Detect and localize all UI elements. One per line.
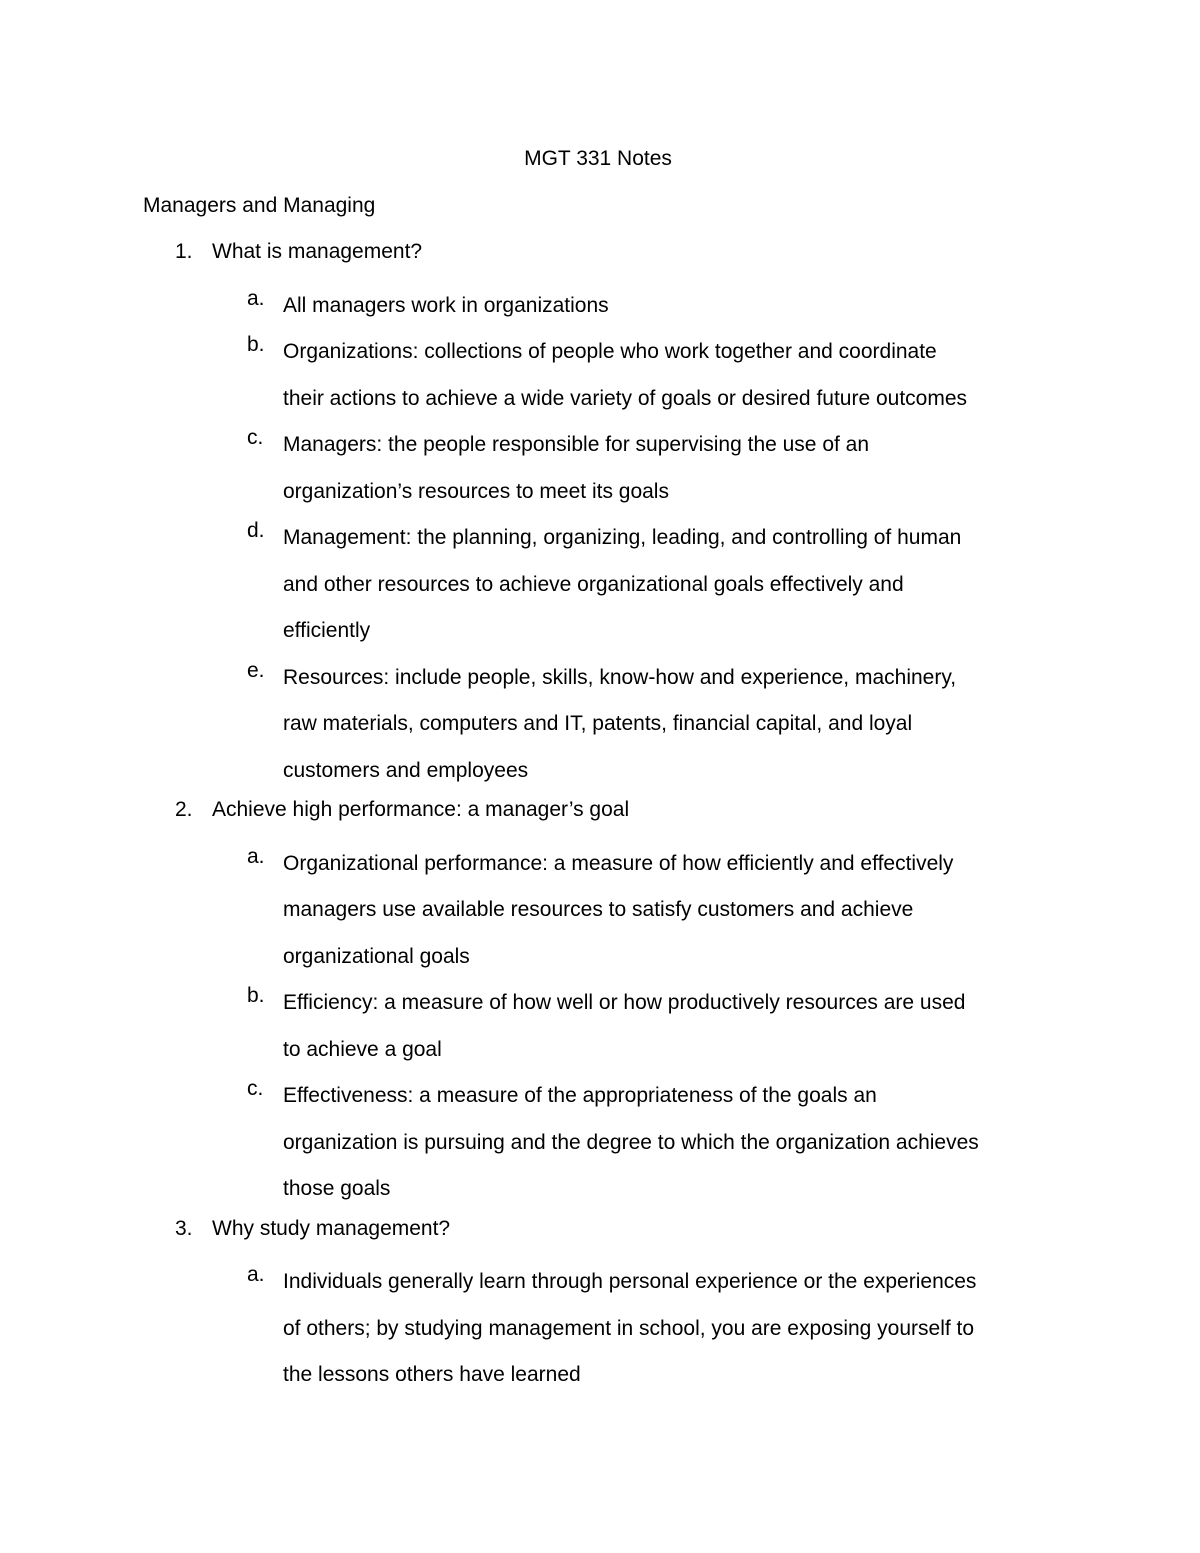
sub-list [0, 283, 1200, 795]
text-line: Effectiveness: a measure of the appropriateness of the goals an [283, 1084, 877, 1107]
list-item-text: Why study management? [212, 1216, 451, 1240]
sub-list-item-text [283, 515, 1073, 655]
text-line: efficiently [283, 619, 371, 642]
text-line: Organizations: collections of people who work together and coordinate [283, 340, 937, 363]
sub-list-item [0, 980, 1200, 1073]
sub-list-item-letter: c. [247, 1077, 264, 1100]
text-line: of others; by studying management in school, you are exposing yourself to [283, 1316, 975, 1340]
text-line: Resources: include people, skills, know-how and experience, machinery, [283, 665, 957, 689]
text-line: those goals [283, 1177, 391, 1200]
sub-list-item-letter: d. [247, 519, 265, 542]
sub-list-item-text [283, 1073, 1073, 1213]
sub-list-item [0, 422, 1200, 515]
list-item-number: 1. [175, 240, 193, 263]
sub-list-item-text [283, 329, 1073, 422]
text-line: All managers work in organizations [283, 293, 609, 317]
sub-list-item-text [283, 841, 1073, 981]
sub-list-item [0, 329, 1200, 422]
list-item [0, 794, 1200, 1213]
sub-list [0, 841, 1200, 1213]
list-item [0, 1213, 1200, 1399]
list-item-number: 2. [175, 798, 193, 821]
text-line: their actions to achieve a wide variety of goals or desired future outcomes [283, 386, 968, 410]
sub-list-item [0, 283, 1200, 330]
text-line: Organizational performance: a measure of how efficiently and effectively [283, 851, 954, 875]
sub-list-item [0, 515, 1200, 655]
section-heading: Managers and Managing [143, 194, 376, 217]
sub-list-item-text [283, 283, 1073, 330]
sub-list-item-letter: e. [247, 658, 265, 682]
text-line: Efficiency: a measure of how well or how productively resources are used [283, 991, 966, 1014]
text-line: to achieve a goal [283, 1037, 442, 1061]
sub-list-item-text [283, 980, 1073, 1073]
sub-list-item [0, 1073, 1200, 1213]
list-item-text: What is management? [212, 240, 423, 263]
text-line: the lessons others have learned [283, 1363, 581, 1386]
text-line: managers use available resources to satisfy customers and achieve [283, 898, 914, 921]
sub-list-item-letter: b. [247, 984, 265, 1007]
text-line: organizational goals [283, 944, 470, 968]
sub-list-item-text [283, 655, 1073, 795]
text-line: Individuals generally learn through personal experience or the experiences [283, 1270, 977, 1293]
sub-list-item-letter: a. [247, 1263, 265, 1286]
sub-list-item-text [283, 422, 1073, 515]
sub-list [0, 1259, 1200, 1399]
sub-list-item-letter: a. [247, 844, 265, 868]
text-line: Managers: the people responsible for supervising the use of an [283, 433, 870, 456]
list-item [0, 236, 1200, 794]
list-item-text: Achieve high performance: a manager’s goal [212, 798, 630, 821]
text-line: and other resources to achieve organizational goals effectively and [283, 572, 904, 596]
text-line: Management: the planning, organizing, leading, and controlling of human [283, 526, 962, 549]
sub-list-item-text [283, 1259, 1073, 1399]
text-line: customers and employees [283, 758, 529, 782]
list-item-number: 3. [175, 1216, 193, 1240]
text-line: organization’s resources to meet its goals [283, 479, 669, 503]
numbered-list [0, 236, 1200, 1399]
sub-list-item-letter: c. [247, 426, 264, 449]
sub-list-item [0, 655, 1200, 795]
sub-list-item [0, 1259, 1200, 1399]
sub-list-item-letter: a. [247, 286, 265, 310]
text-line: organization is pursuing and the degree to which the organization achieves [283, 1130, 979, 1154]
sub-list-item-letter: b. [247, 333, 265, 356]
sub-list-item [0, 841, 1200, 981]
text-line: raw materials, computers and IT, patents, financial capital, and loyal [283, 712, 913, 735]
document-title: MGT 331 Notes [524, 147, 672, 170]
